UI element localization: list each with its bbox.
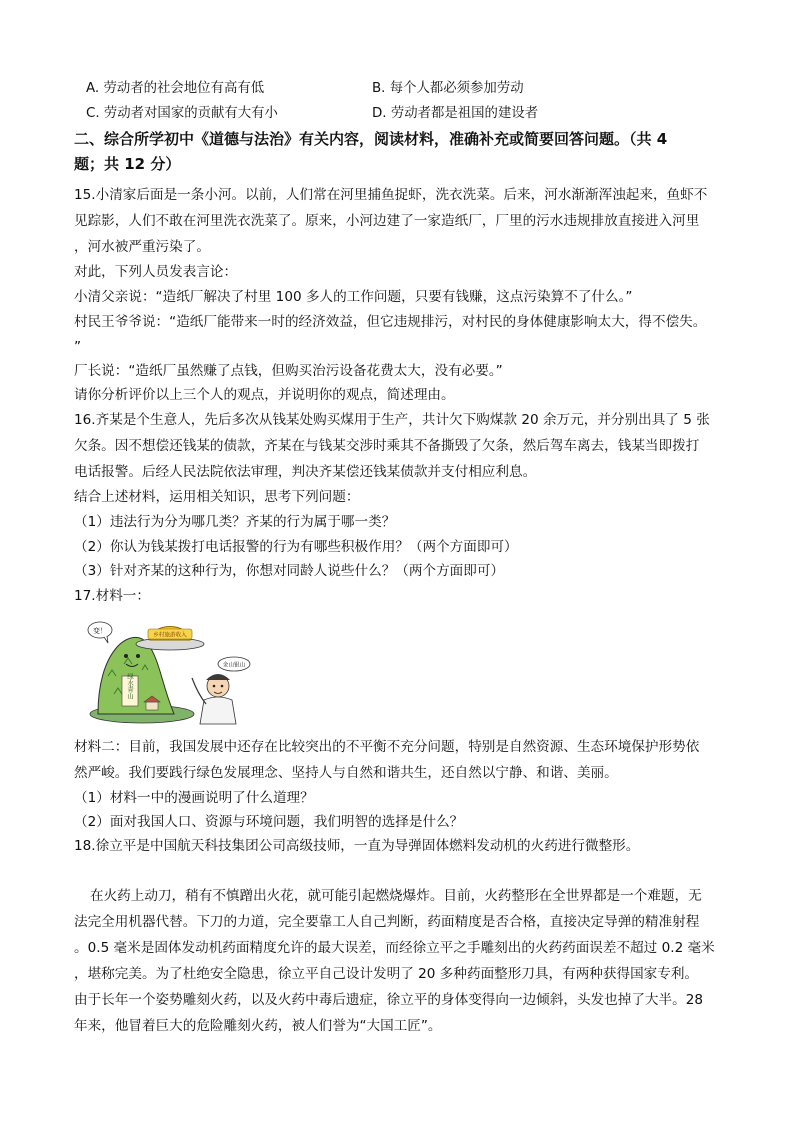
q15-quote-grandpa-end: ”	[74, 339, 82, 355]
q16-line-3: 电话报警。后经人民法院依法审理，判决齐某偿还钱某债款并支付相应利息。	[74, 464, 537, 480]
q15-quote-grandpa: 村民王爷爷说：“造纸厂能带来一时的经济效益，但它违规排污，对村民的身体健康影响太大，得不偿失。	[74, 314, 707, 330]
q17-sub-2: （2）面对我国人口、资源与环境问题，我们明智的选择是什么？	[74, 814, 464, 830]
q17-line-1: 17.材料一：	[74, 588, 150, 604]
q18-para-5: 由于长年一个姿势雕刻火药，以及火药中毒后遗症，徐立平的身体变得向一边倾斜，头发也掉了大半。28	[74, 992, 704, 1008]
q18-para-1: 在火药上动刀，稍有不慎蹭出火花，就可能引起燃烧爆炸。目前，火药整形在全世界都是一个难题，无	[90, 888, 702, 904]
q16-line-4: 结合上述材料，运用相关知识，思考下列问题：	[74, 489, 360, 505]
q17-material-2-line-2: 然严峻。我们要践行绿色发展理念、坚持人与自然和谐共生，还自然以宁静、和谐、美丽。	[74, 765, 618, 781]
section-heading: 二、综合所学初中《道德与法治》有关内容，阅读材料，准确补充或简要回答问题。（共 4	[74, 130, 668, 148]
q15-question: 请你分析评价以上三个人的观点，并说明你的观点，简述理由。	[74, 387, 455, 403]
q16-sub-1: （1）违法行为分为哪几类？齐某的行为属于哪一类？	[74, 514, 396, 530]
q15-quote-manager: 厂长说：“造纸厂虽然赚了点钱，但购买治污设备花费太大，没有必要。”	[74, 363, 503, 379]
option-d[interactable]: D. 劳动者都是祖国的建设者	[372, 106, 539, 121]
q17-sub-1: （1）材料一中的漫画说明了什么道理？	[74, 790, 314, 806]
option-c[interactable]: C. 劳动者对国家的贡献有大有小	[86, 106, 278, 121]
q18-line-1: 18.徐立平是中国航天科技集团公司高级技师，一直为导弹固体燃料发动机的火药进行微整形。	[74, 838, 640, 854]
bubble-left-text: 变！	[93, 627, 107, 635]
q15-line-4: 对此，下列人员发表言论：	[74, 264, 238, 280]
plate-label: 乡村旅游收入	[153, 632, 187, 639]
option-b[interactable]: B. 每个人都必须参加劳动	[372, 81, 524, 96]
q16-sub-3: （3）针对齐某的这种行为，你想对同龄人说些什么？（两个方面即可）	[74, 563, 505, 579]
q15-line-2: 见踪影，人们不敢在河里洗衣洗菜了。原来，小河边建了一家造纸厂，厂里的污水违规排放直接进入河里	[74, 213, 700, 229]
q15-line-1: 15.小清家后面是一条小河。以前，人们常在河里捕鱼捉虾，洗衣洗菜。后来，河水渐渐浑浊起来，鱼虾不	[74, 187, 708, 203]
bubble-right-text: 金山银山	[222, 662, 246, 669]
option-a[interactable]: A. 劳动者的社会地位有高有低	[86, 81, 265, 96]
q15-line-3: ，河水被严重污染了。	[74, 239, 210, 255]
man-body	[200, 697, 236, 724]
section-heading-cont: 题；共 12 分）	[74, 155, 181, 173]
q16-sub-2: （2）你认为钱某拨打电话报警的行为有哪些积极作用？（两个方面即可）	[74, 539, 518, 555]
q17-material-2-line-1: 材料二：目前，我国发展中还存在比较突出的不平衡不充分问题，特别是自然资源、生态环境保护形势依	[74, 739, 700, 755]
cartoon-image	[84, 616, 254, 728]
q18-para-2: 法完全用机器代替。下刀的力道，完全要靠工人自己判断，药面精度是否合格，直接决定导弹的精准射程	[74, 914, 700, 930]
q18-para-3: 。0.5 毫米是固体发动机药面精度允许的最大误差，而经徐立平之手雕刻出的火药药面误差不超过 0.2 毫米	[74, 940, 715, 956]
q16-line-1: 16.齐某是个生意人，先后多次从钱某处购买煤用于生产，共计欠下购煤款 20 余万元，并分别出具了 5 张	[74, 412, 710, 428]
q18-para-6: 年来，他冒着巨大的危险雕刻火药，被人们誉为“大国工匠”。	[74, 1018, 442, 1034]
q18-para-4: ，堪称完美。为了杜绝安全隐患，徐立平自己设计发明了 20 多种药面整形刀具，有两种获得国家专利。	[74, 966, 699, 982]
q15-quote-father: 小清父亲说：“造纸厂解决了村里 100 多人的工作问题，只要有钱赚，这点污染算不了什么。”	[74, 289, 633, 305]
q16-line-2: 欠条。因不想偿还钱某的债款，齐某在与钱某交涉时乘其不备撕毁了欠条，然后驾车离去，钱某当即拨打	[74, 438, 700, 454]
mountain-label: 绿水青山	[126, 673, 134, 699]
